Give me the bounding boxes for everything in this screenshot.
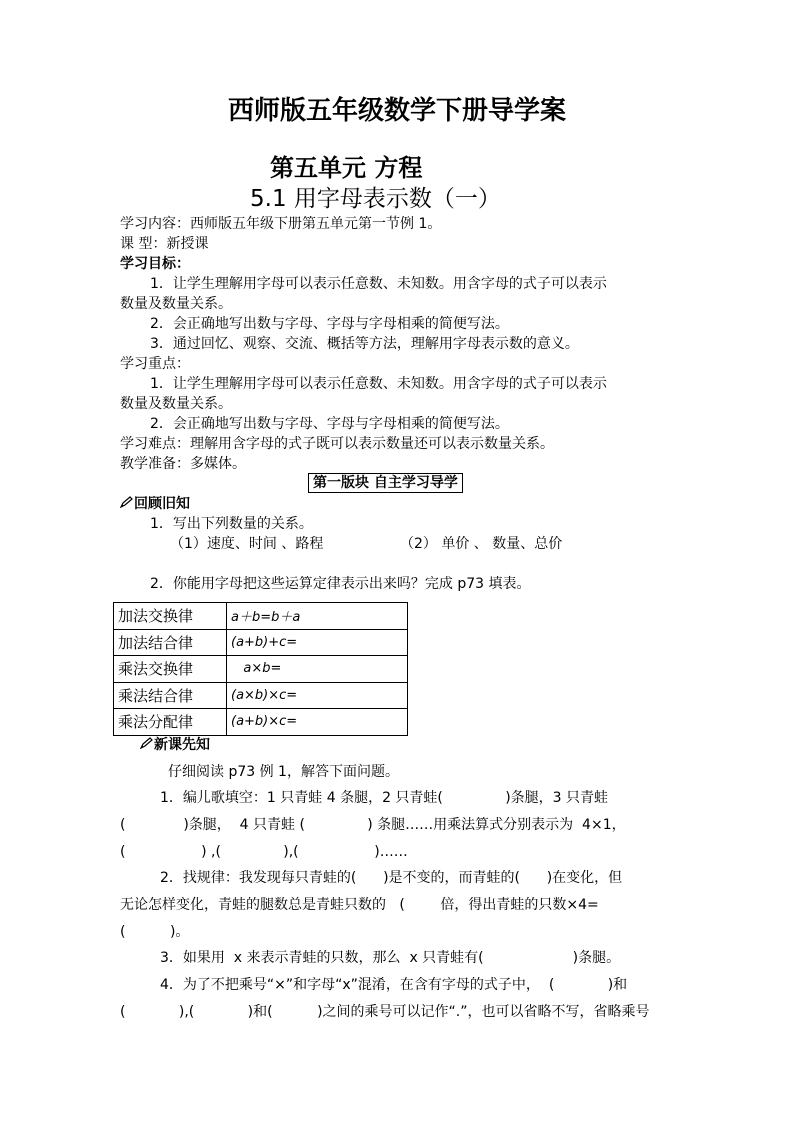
lesson-type: 课 型：新授课	[120, 236, 209, 252]
goal-item: 1．让学生理解用字母可以表示任意数、未知数。用含字母的式子可以表示	[150, 276, 607, 292]
table-row	[114, 629, 408, 656]
goal-item: 3．通过回忆、观察、交流、概括等方法，理解用字母表示数的意义。	[150, 336, 579, 352]
table-row	[114, 603, 408, 630]
question-2-line: 2．找规律：我发现每只青蛙的( )是不变的，而青蛙的( )在变化，但	[160, 870, 623, 886]
page-title: 西师版五年级数学下册导学案	[227, 96, 566, 126]
goal-item: 2．会正确地写出数与字母、字母与字母相乘的简便写法。	[150, 316, 509, 332]
learning-content: 学习内容：西师版五年级下册第五单元第一节例 1。	[120, 216, 442, 232]
key-item: 1．让学生理解用字母可以表示任意数、未知数。用含字母的式子可以表示	[150, 376, 607, 392]
law-name: 乘法交换律	[114, 656, 227, 683]
review-q1-b: （2） 单价 、 数量、总价	[400, 536, 563, 552]
lesson-title: 5.1 用字母表示数（一）	[250, 186, 501, 212]
question-3: 3．如果用 x 来表示青蛙的只数，那么 x 只青蛙有( )条腿。	[160, 950, 621, 966]
table-row	[114, 682, 408, 709]
laws-table	[113, 602, 408, 736]
key-item: 2．会正确地写出数与字母、字母与字母相乘的简便写法。	[150, 416, 509, 432]
unit-title: 第五单元 方程	[270, 153, 423, 182]
law-name: 加法结合律	[114, 629, 227, 656]
question-1-line: ( ) ,( ),( )……	[120, 844, 408, 860]
question-2-line: ( )。	[120, 924, 190, 940]
question-1-line: 1．编儿歌填空：1 只青蛙 4 条腿，2 只青蛙( )条腿，3 只青蛙	[160, 790, 609, 806]
pencil-icon	[120, 494, 134, 514]
new-lesson-intro: 仔细阅读 p73 例 1，解答下面问题。	[168, 764, 399, 780]
review-heading-text: 回顾旧知	[134, 496, 190, 512]
key-label: 学习重点：	[120, 356, 190, 372]
review-q1: 1．写出下列数量的关系。	[150, 516, 313, 532]
review-q1-a: （1）速度、时间 、路程	[170, 536, 324, 552]
question-1-line: ( )条腿， 4 只青蛙 ( ) 条腿……用乘法算式分别表示为 4×1，	[120, 817, 626, 833]
review-q2: 2．你能用字母把这些运算定律表示出来吗？完成 p73 填表。	[150, 576, 531, 592]
question-4-line: ( ),( )和( )之间的乘号可以记作“.”，也可以省略不写，省略乘号	[120, 1004, 650, 1020]
teaching-prep: 教学准备：多媒体。	[120, 456, 246, 472]
key-item: 数量及数量关系。	[120, 396, 232, 412]
difficulty: 学习难点：理解用含字母的式子既可以表示数量还可以表示数量关系。	[120, 436, 554, 452]
goals-label: 学习目标：	[120, 256, 190, 272]
law-name: 乘法分配律	[114, 709, 227, 736]
block-heading: 第一版块 自主学习导学	[308, 473, 463, 493]
new-lesson-heading-text: 新课先知	[154, 737, 210, 753]
law-formula: (a×b)×c=	[227, 682, 408, 709]
question-2-line: 无论怎样变化，青蛙的腿数总是青蛙只数的 ( 倍，得出青蛙的只数×4=	[120, 897, 599, 913]
law-formula: a×b=	[227, 656, 408, 683]
law-formula: (a+b)×c=	[227, 709, 408, 736]
law-formula: a＋b=b＋a	[227, 603, 408, 630]
goal-item: 数量及数量关系。	[120, 296, 232, 312]
law-name: 乘法结合律	[114, 682, 227, 709]
law-name: 加法交换律	[114, 603, 227, 630]
review-heading	[120, 494, 190, 514]
table-row	[114, 656, 408, 683]
table-row	[114, 709, 408, 736]
law-formula: (a+b)+c=	[227, 629, 408, 656]
new-lesson-heading	[140, 735, 210, 755]
question-4-line: 4．为了不把乘号“×”和字母“x”混淆，在含有字母的式子中， ( )和	[160, 977, 628, 993]
pencil-icon	[140, 735, 154, 755]
